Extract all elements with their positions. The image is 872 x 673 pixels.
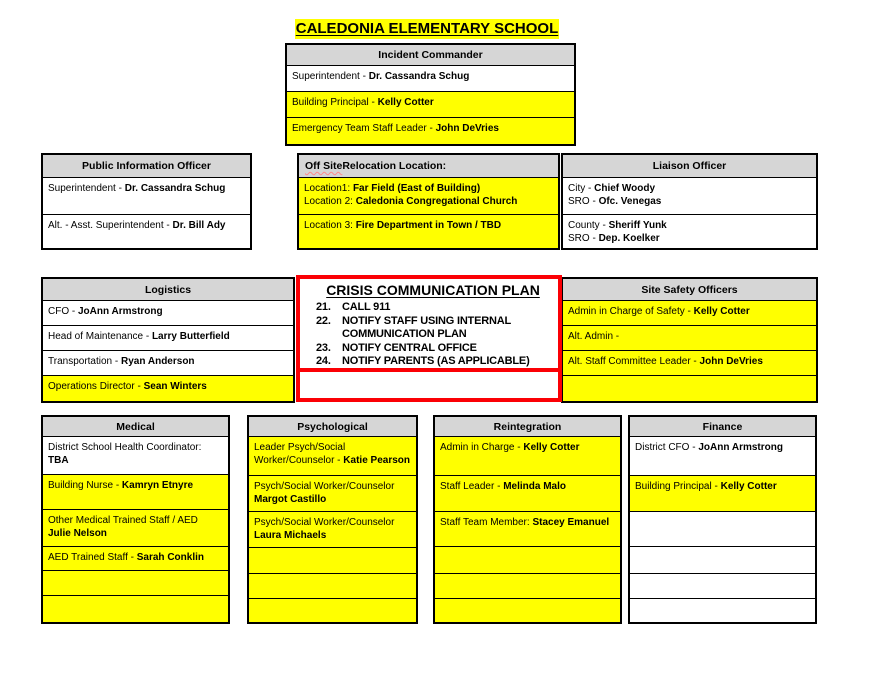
role-label: Building Principal - bbox=[635, 481, 721, 492]
table-row bbox=[435, 512, 620, 547]
item-text: NOTIFY PARENTS (AS APPLICABLE) bbox=[342, 355, 530, 367]
person-name: Katie Pearson bbox=[343, 455, 410, 466]
person-name: Ofc. Venegas bbox=[598, 196, 662, 207]
table-row bbox=[563, 326, 816, 351]
table-row bbox=[43, 215, 250, 248]
table-header: Logistics bbox=[43, 279, 293, 301]
person-name: Dr. Bill Ady bbox=[172, 220, 226, 231]
table-row bbox=[287, 66, 574, 92]
table-row bbox=[563, 178, 816, 215]
incident-commander-table bbox=[285, 43, 576, 146]
medical-table bbox=[41, 415, 230, 624]
table-header: Finance bbox=[630, 417, 815, 437]
role-label: City - bbox=[568, 183, 595, 194]
crisis-plan-content bbox=[300, 279, 558, 372]
person-name: Dep. Koelker bbox=[598, 233, 660, 244]
role-label: District CFO - bbox=[635, 442, 699, 453]
role-label: Emergency Team Staff Leader - bbox=[292, 123, 436, 134]
person-name: Melinda Malo bbox=[503, 481, 566, 492]
table-row bbox=[563, 351, 816, 376]
offsite-header-rest: Relocation Location: bbox=[342, 160, 447, 172]
table-header: Medical bbox=[43, 417, 228, 437]
person-name: Kelly Cotter bbox=[377, 97, 434, 108]
table-row-empty bbox=[43, 596, 228, 622]
table-row bbox=[563, 301, 816, 326]
role-label: Location1: bbox=[304, 183, 353, 194]
item-text: NOTIFY CENTRAL OFFICE bbox=[342, 341, 477, 354]
role-label: Alt. Admin - bbox=[568, 331, 620, 342]
table-row-empty bbox=[43, 571, 228, 596]
site-safety-officers-table bbox=[561, 277, 818, 403]
role-label: Psych/Social Worker/Counselor bbox=[254, 517, 395, 528]
psychological-table bbox=[247, 415, 418, 624]
role-label: Staff Team Member: bbox=[440, 517, 533, 528]
table-row bbox=[630, 437, 815, 476]
role-label: Building Principal - bbox=[292, 97, 378, 108]
role-label: Admin in Charge of Safety - bbox=[568, 306, 694, 317]
role-label: Alt. Staff Committee Leader - bbox=[568, 356, 700, 367]
item-number: 21. bbox=[316, 301, 331, 313]
table-row bbox=[43, 301, 293, 326]
person-name: John DeVries bbox=[699, 356, 763, 367]
table-row bbox=[43, 351, 293, 376]
table-header: Incident Commander bbox=[287, 45, 574, 66]
table-header: Reintegration bbox=[435, 417, 620, 437]
table-row-empty bbox=[630, 599, 815, 622]
crisis-plan-item bbox=[316, 315, 550, 342]
role-label: Superintendent - bbox=[48, 183, 125, 194]
person-name: JoAnn Armstrong bbox=[698, 442, 783, 453]
table-row-empty bbox=[563, 376, 816, 401]
role-label: CFO - bbox=[48, 306, 78, 317]
person-name: Sheriff Yunk bbox=[608, 220, 667, 231]
reintegration-table bbox=[433, 415, 622, 624]
person-name: Stacey Emanuel bbox=[532, 517, 610, 528]
table-row bbox=[299, 178, 558, 215]
table-row-empty bbox=[435, 547, 620, 574]
crisis-plan-item bbox=[316, 301, 550, 315]
role-label: Alt. - Asst. Superintendent - bbox=[48, 220, 173, 231]
logistics-table bbox=[41, 277, 295, 403]
table-row-empty bbox=[630, 547, 815, 574]
finance-table bbox=[628, 415, 817, 624]
item-number: 23. bbox=[316, 341, 331, 354]
crisis-plan-item bbox=[316, 355, 550, 369]
table-row bbox=[43, 376, 293, 401]
role-label: Superintendent - bbox=[292, 71, 369, 82]
role-label: AED Trained Staff - bbox=[48, 552, 137, 563]
table-row-empty bbox=[435, 599, 620, 622]
role-label: SRO - bbox=[568, 196, 599, 207]
table-row bbox=[43, 326, 293, 351]
offsite-relocation-table bbox=[297, 153, 560, 250]
role-label: SRO - bbox=[568, 233, 599, 244]
person-name: Kelly Cotter bbox=[693, 306, 750, 317]
table-row bbox=[435, 437, 620, 476]
person-name: Larry Butterfield bbox=[151, 331, 230, 342]
table-row-empty bbox=[249, 574, 416, 599]
crisis-plan-empty-cell bbox=[300, 372, 558, 394]
location-name: Far Field (East of Building) bbox=[352, 183, 481, 194]
public-information-officer-table bbox=[41, 153, 252, 250]
offsite-header-misspelled-word: Off Site bbox=[305, 160, 343, 172]
table-row bbox=[43, 437, 228, 475]
role-label: Head of Maintenance - bbox=[48, 331, 152, 342]
role-label: Location 3: bbox=[304, 220, 356, 231]
role-label: Psych/Social Worker/Counselor bbox=[254, 481, 395, 492]
liaison-officer-table bbox=[561, 153, 818, 250]
table-row bbox=[43, 510, 228, 547]
person-name: Dr. Cassandra Schug bbox=[124, 183, 226, 194]
table-row bbox=[435, 476, 620, 512]
table-row-empty bbox=[630, 512, 815, 547]
crisis-plan-title: CRISIS COMMUNICATION PLAN bbox=[326, 282, 540, 298]
person-name: JoAnn Armstrong bbox=[78, 306, 163, 317]
person-name: Kelly Cotter bbox=[523, 442, 580, 453]
person-name: Laura Michaels bbox=[254, 530, 327, 541]
table-row bbox=[249, 437, 416, 476]
page-title: CALEDONIA ELEMENTARY SCHOOL bbox=[295, 20, 559, 37]
table-header bbox=[299, 155, 558, 178]
person-name: Kelly Cotter bbox=[720, 481, 777, 492]
role-label: County - bbox=[568, 220, 609, 231]
person-name: Margot Castillo bbox=[254, 494, 327, 505]
crisis-plan-item bbox=[316, 342, 550, 356]
table-row-empty bbox=[630, 574, 815, 599]
person-name: Julie Nelson bbox=[48, 528, 107, 539]
role-label: District School Health Coordinator: bbox=[48, 442, 202, 453]
item-text: CALL 911 bbox=[342, 301, 391, 313]
table-header: Liaison Officer bbox=[563, 155, 816, 178]
role-label: Location 2: bbox=[304, 196, 356, 207]
crisis-communication-plan-callout bbox=[296, 275, 562, 402]
person-name: TBA bbox=[48, 455, 69, 466]
table-row-empty bbox=[249, 599, 416, 622]
table-row bbox=[299, 215, 558, 248]
person-name: Sean Winters bbox=[143, 381, 207, 392]
person-name: Chief Woody bbox=[594, 183, 656, 194]
table-row bbox=[43, 475, 228, 510]
role-label: Other Medical Trained Staff / AED bbox=[48, 515, 198, 526]
table-row bbox=[249, 476, 416, 512]
role-label: Transportation - bbox=[48, 356, 121, 367]
table-row bbox=[630, 476, 815, 512]
person-name: Kamryn Etnyre bbox=[121, 480, 194, 491]
item-number: 22. bbox=[316, 314, 331, 327]
role-label: Leader Psych/Social bbox=[254, 442, 346, 453]
item-number: 24. bbox=[316, 355, 331, 367]
table-header: Psychological bbox=[249, 417, 416, 437]
table-header: Public Information Officer bbox=[43, 155, 250, 178]
person-name: Sarah Conklin bbox=[136, 552, 204, 563]
role-label: Worker/Counselor - bbox=[254, 455, 344, 466]
table-row bbox=[287, 118, 574, 144]
role-label: Operations Director - bbox=[48, 381, 144, 392]
table-row-empty bbox=[435, 574, 620, 599]
role-label: Building Nurse - bbox=[48, 480, 122, 491]
role-label: Admin in Charge - bbox=[440, 442, 524, 453]
role-label: Staff Leader - bbox=[440, 481, 504, 492]
table-row bbox=[43, 178, 250, 215]
person-name: Ryan Anderson bbox=[121, 356, 195, 367]
table-row-empty bbox=[249, 548, 416, 574]
item-text: NOTIFY STAFF USING INTERNAL COMMUNICATION PLAN bbox=[342, 314, 511, 340]
person-name: Dr. Cassandra Schug bbox=[368, 71, 470, 82]
location-name: Fire Department in Town / TBD bbox=[355, 220, 502, 231]
person-name: John DeVries bbox=[435, 123, 499, 134]
location-name: Caledonia Congregational Church bbox=[355, 196, 518, 207]
table-header: Site Safety Officers bbox=[563, 279, 816, 301]
table-row bbox=[249, 512, 416, 548]
table-row bbox=[43, 547, 228, 571]
table-row bbox=[563, 215, 816, 248]
table-row bbox=[287, 92, 574, 118]
